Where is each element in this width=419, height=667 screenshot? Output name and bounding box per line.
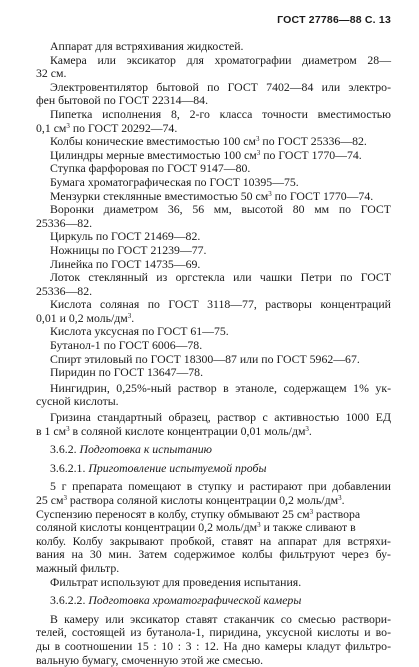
sample-preparation-paragraph — [36, 480, 391, 589]
text-run: Цилиндры мерные вместимостью 100 см — [50, 147, 257, 162]
text-run: по ГОСТ 1770—74. — [271, 188, 374, 203]
equipment-item: Аппарат для встряхивания жидкостей. — [50, 39, 244, 53]
equipment-item: Бумага хроматографическая по ГОСТ 10395—75. — [50, 174, 299, 189]
equipment-item: Бутанол-1 по ГОСТ 6006—78. — [50, 338, 203, 353]
equipment-item-cont: сусной кислоты. — [36, 394, 119, 409]
text-run: раствора соляной кислоты концентрации 0,2 моль/дм — [66, 493, 339, 507]
equipment-item: Камера или эксикатор для хроматографии диаметром 28— — [50, 52, 391, 67]
superscript: 3 — [256, 148, 261, 157]
superscript: 3 — [309, 507, 314, 516]
paragraph-line: вания на 30 мин. Затем содержимое колбы фильтруют через бу- — [36, 547, 391, 562]
superscript: 3 — [66, 424, 70, 433]
paragraph-line: В камеру или эксикатор ставят стаканчик со смесью раствори- — [50, 611, 391, 626]
text-run: в соляной кислоте концентрации 0,01 моль/дм — [69, 423, 306, 438]
section-number: 3.6.2.2. — [50, 593, 86, 608]
equipment-item: Циркуль по ГОСТ 21469—82. — [50, 229, 201, 244]
section-heading-3-6-2-2 — [36, 594, 391, 608]
text-run: и также сливают в — [260, 520, 356, 535]
paragraph-line: вальную бумагу, смоченную этой же смесью. — [36, 652, 264, 667]
section-number: 3.6.2. — [50, 442, 77, 457]
equipment-item-cont: фен бытовой по ГОСТ 22314—84. — [36, 93, 209, 108]
equipment-item: Гризина стандартный образец, раствор с активностью 1000 ЕД — [50, 410, 391, 425]
text-run: 25 см — [36, 493, 64, 507]
equipment-item-cont — [36, 425, 391, 439]
paragraph-line — [36, 494, 391, 508]
equipment-item: Линейка по ГОСТ 14735—69. — [50, 256, 201, 271]
equipment-item: Электровентилятор бытовой по ГОСТ 7402—84 или электро- — [50, 79, 391, 94]
equipment-item-cont: 25336—82. — [36, 283, 93, 298]
text-run: в 1 см — [36, 423, 67, 438]
paragraph-line: мажный фильтр. — [36, 560, 120, 575]
superscript: 3 — [338, 494, 342, 502]
text-run: по ГОСТ 1770—74. — [260, 147, 362, 162]
equipment-item-cont — [36, 312, 391, 326]
equipment-item: Ступка фарфоровая по ГОСТ 9147—80. — [50, 161, 251, 176]
text-run: по ГОСТ 20292—74. — [69, 120, 178, 135]
equipment-item — [36, 190, 391, 204]
equipment-item: Пиридин по ГОСТ 13647—78. — [50, 365, 204, 380]
equipment-item-cont: 32 см. — [36, 66, 67, 81]
superscript: 3 — [63, 494, 67, 502]
equipment-item: Пипетка исполнения 8, 2-го класса точности вместимостью — [50, 106, 391, 121]
text-run: . — [341, 493, 345, 507]
document-page — [36, 12, 391, 667]
equipment-item — [36, 149, 391, 163]
equipment-item: Нингидрин, 0,25%-ный раствор в этаноле, содержащем 1% ук- — [50, 380, 391, 395]
paragraph-line: телей, состоящей из бутанола-1, пиридина, уксусной кислоты и во- — [36, 625, 391, 640]
superscript: 3 — [268, 189, 272, 198]
text-run: . — [308, 423, 312, 438]
paragraph-line: 5 г препарата помещают в ступку и растирают при добавлении — [50, 479, 391, 494]
text-run: соляной кислоты концентрации 0,2 моль/дм — [36, 520, 258, 535]
section-heading-3-6-2 — [36, 443, 391, 457]
equipment-item: Воронки диаметром 36, 56 мм, высотой 80 мм по ГОСТ — [50, 202, 391, 217]
text-run: 0,1 см — [36, 120, 67, 135]
paragraph-line: ды в соотношении 15 : 10 : 3 : 12. На дно камеры кладут фильтро- — [36, 638, 391, 653]
equipment-item-cont: 25336—82. — [36, 215, 93, 230]
section-title: Подготовка к испытанию — [79, 442, 212, 457]
paragraph-line — [36, 521, 391, 535]
superscript: 3 — [305, 424, 309, 433]
equipment-item: Ножницы по ГОСТ 21239—77. — [50, 242, 207, 257]
superscript: 3 — [255, 135, 260, 144]
superscript: 3 — [257, 521, 261, 530]
equipment-item: Кислота уксусная по ГОСТ 61—75. — [50, 324, 229, 339]
superscript: 3 — [66, 121, 70, 130]
equipment-item — [36, 135, 391, 149]
equipment-list — [36, 40, 391, 438]
equipment-item: Кислота соляная по ГОСТ 3118—77, растворы концентраций — [50, 297, 391, 312]
section-number: 3.6.2.1. — [50, 460, 86, 475]
superscript: 3 — [127, 311, 132, 320]
equipment-item: Спирт этиловый по ГОСТ 18300—87 или по ГОСТ 5962—67. — [50, 351, 360, 366]
text-run: Суспензию переносят в колбу, ступку обмывают 25 см — [36, 506, 310, 521]
text-run: 0,01 и 0,2 моль/дм — [36, 310, 128, 325]
section-title: Приготовление испытуемой пробы — [88, 460, 267, 475]
text-run: Колбы конические вместимостью 100 см — [50, 134, 256, 149]
paragraph-line — [36, 508, 391, 522]
text-run: Мензурки стеклянные вместимостью 50 см — [50, 188, 269, 203]
paragraph-line: колбу. Колбу закрывают пробкой, ставят на аппарат для встряхи- — [36, 533, 391, 548]
document-body — [36, 40, 391, 667]
text-run: по ГОСТ 25336—82. — [259, 134, 367, 149]
paragraph-line: Фильтрат используют для проведения испытания. — [50, 574, 302, 589]
section-heading-3-6-2-1 — [36, 462, 391, 476]
equipment-item-cont — [36, 122, 391, 136]
text-run: раствора — [313, 506, 361, 521]
section-title: Подготовка хроматографической камеры — [88, 593, 302, 608]
page-header: ГОСТ 27786—88 С. 13 — [277, 14, 391, 26]
equipment-item: Лоток стеклянный из оргстекла или чашки Петри по ГОСТ — [50, 270, 391, 285]
text-run: . — [131, 310, 135, 325]
